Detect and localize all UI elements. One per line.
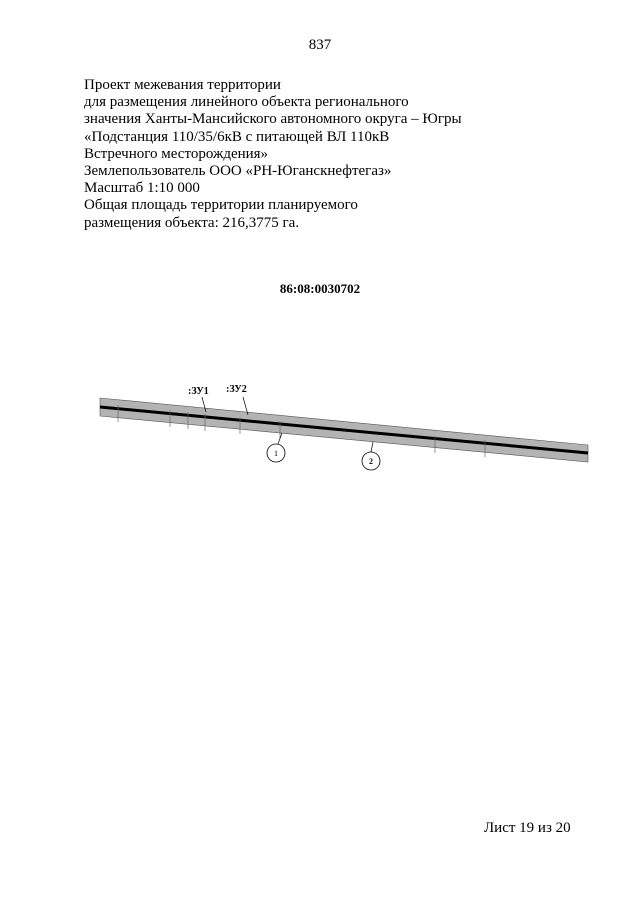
header-line: для размещения линейного объекта регионального bbox=[84, 94, 409, 111]
header-line: Землепользователь ООО «РН-Юганскнефтегаз» bbox=[84, 163, 392, 180]
document-header bbox=[84, 77, 604, 232]
header-line: Общая площадь территории планируемого bbox=[84, 197, 358, 214]
page-number: 837 bbox=[308, 37, 332, 53]
header-line: размещения объекта: 216,3775 га. bbox=[84, 214, 300, 231]
plot-label-zu2: :ЗУ2 bbox=[226, 384, 247, 395]
survey-map bbox=[90, 370, 600, 480]
header-line: Проект межевания территории bbox=[84, 77, 281, 93]
header-line: Масштаб 1:10 000 bbox=[84, 180, 200, 197]
header-line: «Подстанция 110/35/6кВ с питающей ВЛ 110кВ bbox=[84, 128, 390, 145]
cadastral-number: 86:08:0030702 bbox=[279, 281, 361, 296]
marker-2-label: 2 bbox=[369, 457, 373, 466]
header-line: значения Ханты-Мансийского автономного округа – Югры bbox=[84, 111, 462, 128]
header-line: Встречного месторождения» bbox=[84, 145, 269, 162]
marker-2-leader bbox=[371, 442, 373, 452]
marker-1-label: 1 bbox=[274, 449, 278, 458]
plot-label-zu1: :ЗУ1 bbox=[188, 386, 209, 397]
sheet-label: Лист 19 из 20 bbox=[484, 820, 571, 836]
power-line bbox=[100, 407, 588, 453]
